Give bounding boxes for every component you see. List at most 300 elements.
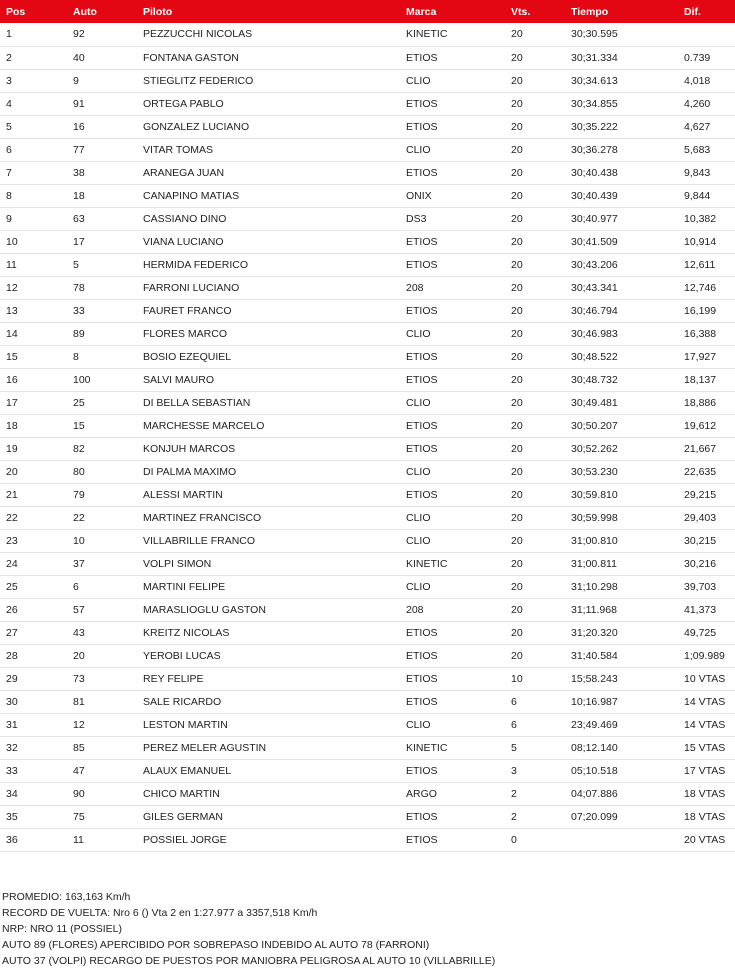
table-row [0,713,735,736]
cell-marca: CLIO [406,713,511,736]
cell-dif: 15 VTAS [684,736,735,759]
cell-pos: 25 [0,575,73,598]
cell-dif: 4,018 [684,69,735,92]
cell-vts: 10 [511,667,571,690]
cell-piloto: FLORES MARCO [143,322,406,345]
table-row [0,46,735,69]
cell-marca: ETIOS [406,299,511,322]
cell-vts: 0 [511,828,571,851]
cell-marca: ONIX [406,184,511,207]
cell-vts: 6 [511,713,571,736]
table-row [0,575,735,598]
cell-piloto: REY FELIPE [143,667,406,690]
col-header-pos: Pos [6,5,26,18]
cell-pos: 33 [0,759,73,782]
cell-pos: 3 [0,69,73,92]
cell-vts: 20 [511,322,571,345]
cell-vts: 20 [511,437,571,460]
cell-marca: CLIO [406,529,511,552]
cell-auto: 6 [73,575,143,598]
cell-auto: 80 [73,460,143,483]
cell-piloto: DI PALMA MAXIMO [143,460,406,483]
table-row [0,437,735,460]
cell-auto: 81 [73,690,143,713]
cell-piloto: DI BELLA SEBASTIAN [143,391,406,414]
cell-piloto: VILLABRILLE FRANCO [143,529,406,552]
cell-dif: 9,843 [684,161,735,184]
cell-pos: 7 [0,161,73,184]
cell-vts: 20 [511,345,571,368]
cell-tiempo: 31;40.584 [571,644,684,667]
cell-pos: 14 [0,322,73,345]
cell-marca: ETIOS [406,253,511,276]
cell-tiempo: 30;43.206 [571,253,684,276]
cell-marca: ETIOS [406,690,511,713]
cell-tiempo: 30;59.810 [571,483,684,506]
cell-auto: 33 [73,299,143,322]
cell-marca: ETIOS [406,644,511,667]
cell-pos: 18 [0,414,73,437]
cell-vts: 20 [511,138,571,161]
table-row [0,230,735,253]
cell-auto: 91 [73,92,143,115]
cell-dif: 29,215 [684,483,735,506]
cell-tiempo: 30;34.855 [571,92,684,115]
cell-piloto: MARTINI FELIPE [143,575,406,598]
table-row [0,184,735,207]
cell-vts: 20 [511,414,571,437]
cell-tiempo: 31;11.968 [571,598,684,621]
cell-pos: 10 [0,230,73,253]
cell-vts: 20 [511,621,571,644]
cell-dif: 10,382 [684,207,735,230]
cell-tiempo: 10;16.987 [571,690,684,713]
cell-pos: 30 [0,690,73,713]
cell-dif: 5,683 [684,138,735,161]
cell-dif: 0.739 [684,46,735,69]
cell-marca: ETIOS [406,46,511,69]
cell-vts: 3 [511,759,571,782]
cell-piloto: BOSIO EZEQUIEL [143,345,406,368]
cell-piloto: VITAR TOMAS [143,138,406,161]
cell-vts: 20 [511,598,571,621]
cell-tiempo: 30;31.334 [571,46,684,69]
cell-vts: 5 [511,736,571,759]
cell-auto: 38 [73,161,143,184]
cell-tiempo: 30;49.481 [571,391,684,414]
cell-marca: CLIO [406,575,511,598]
col-header-tiempo: Tiempo [571,5,609,18]
col-header-piloto: Piloto [143,5,173,18]
cell-vts: 20 [511,552,571,575]
cell-dif: 19,612 [684,414,735,437]
cell-marca: 208 [406,598,511,621]
cell-pos: 19 [0,437,73,460]
cell-dif: 16,388 [684,322,735,345]
cell-piloto: CANAPINO MATIAS [143,184,406,207]
cell-auto: 47 [73,759,143,782]
cell-pos: 26 [0,598,73,621]
cell-auto: 77 [73,138,143,161]
table-row [0,736,735,759]
cell-piloto: KONJUH MARCOS [143,437,406,460]
cell-piloto: POSSIEL JORGE [143,828,406,851]
cell-vts: 20 [511,483,571,506]
cell-marca: KINETIC [406,736,511,759]
cell-piloto: FAURET FRANCO [143,299,406,322]
cell-tiempo: 30;40.438 [571,161,684,184]
cell-vts: 20 [511,184,571,207]
cell-tiempo: 30;48.522 [571,345,684,368]
cell-pos: 24 [0,552,73,575]
table-row [0,529,735,552]
cell-marca: CLIO [406,460,511,483]
cell-pos: 20 [0,460,73,483]
note-line: AUTO 37 (VOLPI) RECARGO DE PUESTOS POR MANIOBRA PELIGROSA AL AUTO 10 (VILLABRILLE) [2,955,496,967]
cell-dif: 17 VTAS [684,759,735,782]
cell-marca: ETIOS [406,115,511,138]
cell-pos: 2 [0,46,73,69]
cell-vts: 20 [511,92,571,115]
cell-piloto: HERMIDA FEDERICO [143,253,406,276]
cell-auto: 12 [73,713,143,736]
cell-pos: 13 [0,299,73,322]
cell-auto: 89 [73,322,143,345]
cell-pos: 29 [0,667,73,690]
cell-auto: 73 [73,667,143,690]
table-row [0,161,735,184]
cell-pos: 23 [0,529,73,552]
cell-dif: 30,215 [684,529,735,552]
cell-dif: 14 VTAS [684,690,735,713]
cell-marca: ETIOS [406,805,511,828]
cell-auto: 40 [73,46,143,69]
cell-dif: 12,746 [684,276,735,299]
table-row [0,92,735,115]
cell-marca: ETIOS [406,667,511,690]
cell-pos: 21 [0,483,73,506]
cell-auto: 57 [73,598,143,621]
cell-piloto: CASSIANO DINO [143,207,406,230]
cell-piloto: LESTON MARTIN [143,713,406,736]
cell-auto: 16 [73,115,143,138]
cell-vts: 20 [511,299,571,322]
cell-auto: 82 [73,437,143,460]
cell-marca: CLIO [406,391,511,414]
cell-pos: 16 [0,368,73,391]
cell-piloto: SALE RICARDO [143,690,406,713]
cell-marca: CLIO [406,322,511,345]
cell-tiempo: 31;10.298 [571,575,684,598]
cell-vts: 20 [511,23,571,46]
note-line: NRP: NRO 11 (POSSIEL) [2,923,123,935]
table-row [0,805,735,828]
cell-tiempo: 30;30.595 [571,23,684,46]
race-notes [2,889,495,969]
cell-piloto: SALVI MAURO [143,368,406,391]
cell-auto: 92 [73,23,143,46]
cell-auto: 18 [73,184,143,207]
col-header-marca: Marca [406,5,437,18]
cell-vts: 20 [511,575,571,598]
cell-dif: 10,914 [684,230,735,253]
cell-dif: 9,844 [684,184,735,207]
cell-piloto: CHICO MARTIN [143,782,406,805]
cell-piloto: FARRONI LUCIANO [143,276,406,299]
col-header-dif: Dif. [684,5,701,18]
cell-pos: 28 [0,644,73,667]
table-row [0,207,735,230]
cell-piloto: PEREZ MELER AGUSTIN [143,736,406,759]
cell-tiempo: 30;46.794 [571,299,684,322]
results-table-header [0,0,735,23]
table-row [0,667,735,690]
cell-vts: 20 [511,368,571,391]
cell-marca: ETIOS [406,759,511,782]
cell-piloto: YEROBI LUCAS [143,644,406,667]
table-row [0,414,735,437]
cell-marca: KINETIC [406,552,511,575]
cell-pos: 34 [0,782,73,805]
cell-tiempo: 30;43.341 [571,276,684,299]
cell-tiempo: 31;00.810 [571,529,684,552]
cell-dif: 18 VTAS [684,782,735,805]
cell-tiempo: 30;59.998 [571,506,684,529]
cell-piloto: MARCHESSE MARCELO [143,414,406,437]
cell-piloto: STIEGLITZ FEDERICO [143,69,406,92]
table-row [0,644,735,667]
cell-auto: 15 [73,414,143,437]
cell-tiempo: 30;40.977 [571,207,684,230]
cell-auto: 25 [73,391,143,414]
cell-auto: 78 [73,276,143,299]
cell-vts: 20 [511,230,571,253]
cell-vts: 20 [511,69,571,92]
cell-dif: 30,216 [684,552,735,575]
cell-dif: 17,927 [684,345,735,368]
table-row [0,368,735,391]
cell-marca: ARGO [406,782,511,805]
table-row [0,460,735,483]
cell-dif: 14 VTAS [684,713,735,736]
cell-piloto: GILES GERMAN [143,805,406,828]
cell-dif: 18 VTAS [684,805,735,828]
note-line: AUTO 89 (FLORES) APERCIBIDO POR SOBREPASO INDEBIDO AL AUTO 78 (FARRONI) [2,939,430,951]
cell-auto: 5 [73,253,143,276]
col-header-auto: Auto [73,5,97,18]
cell-dif: 12,611 [684,253,735,276]
cell-auto: 20 [73,644,143,667]
cell-piloto: VIANA LUCIANO [143,230,406,253]
cell-vts: 2 [511,782,571,805]
table-row [0,391,735,414]
cell-auto: 22 [73,506,143,529]
table-row [0,483,735,506]
cell-auto: 85 [73,736,143,759]
cell-marca: ETIOS [406,230,511,253]
results-table-body [0,23,735,851]
cell-dif [684,23,735,46]
cell-dif: 20 VTAS [684,828,735,851]
cell-marca: ETIOS [406,621,511,644]
cell-vts: 20 [511,276,571,299]
table-row [0,690,735,713]
cell-tiempo: 07;20.099 [571,805,684,828]
note-line: RECORD DE VUELTA: Nro 6 () Vta 2 en 1:27.977 a 3357,518 Km/h [2,907,318,919]
cell-tiempo: 30;34.613 [571,69,684,92]
cell-auto: 8 [73,345,143,368]
cell-auto: 100 [73,368,143,391]
cell-tiempo: 30;41.509 [571,230,684,253]
cell-vts: 20 [511,253,571,276]
cell-tiempo: 30;36.278 [571,138,684,161]
cell-dif: 1;09.989 [684,644,735,667]
cell-dif: 29,403 [684,506,735,529]
cell-piloto: KREITZ NICOLAS [143,621,406,644]
table-row [0,299,735,322]
cell-auto: 17 [73,230,143,253]
cell-marca: ETIOS [406,414,511,437]
cell-vts: 20 [511,115,571,138]
cell-dif: 18,886 [684,391,735,414]
table-row [0,598,735,621]
table-row [0,322,735,345]
table-row [0,621,735,644]
cell-auto: 9 [73,69,143,92]
cell-tiempo: 30;40.439 [571,184,684,207]
cell-dif: 41,373 [684,598,735,621]
cell-piloto: ALESSI MARTIN [143,483,406,506]
header-row [0,0,735,23]
cell-auto: 11 [73,828,143,851]
cell-vts: 20 [511,161,571,184]
cell-dif: 21,667 [684,437,735,460]
cell-marca: ETIOS [406,345,511,368]
table-row [0,115,735,138]
cell-vts: 2 [511,805,571,828]
cell-pos: 1 [0,23,73,46]
cell-marca: KINETIC [406,23,511,46]
table-row [0,759,735,782]
cell-vts: 20 [511,207,571,230]
note-line: PROMEDIO: 163,163 Km/h [2,891,131,903]
cell-dif: 49,725 [684,621,735,644]
cell-auto: 37 [73,552,143,575]
cell-piloto: ORTEGA PABLO [143,92,406,115]
cell-marca: CLIO [406,69,511,92]
cell-auto: 63 [73,207,143,230]
table-row [0,69,735,92]
cell-pos: 27 [0,621,73,644]
cell-dif: 16,199 [684,299,735,322]
cell-tiempo: 30;53.230 [571,460,684,483]
cell-tiempo: 04;07.886 [571,782,684,805]
table-row [0,138,735,161]
cell-tiempo: 30;46.983 [571,322,684,345]
table-row [0,782,735,805]
cell-vts: 20 [511,529,571,552]
cell-vts: 20 [511,460,571,483]
cell-pos: 22 [0,506,73,529]
cell-vts: 20 [511,506,571,529]
cell-tiempo [571,828,684,851]
cell-auto: 75 [73,805,143,828]
cell-pos: 15 [0,345,73,368]
cell-dif: 10 VTAS [684,667,735,690]
cell-marca: DS3 [406,207,511,230]
cell-marca: CLIO [406,138,511,161]
table-row [0,23,735,46]
cell-tiempo: 08;12.140 [571,736,684,759]
cell-piloto: MARTINEZ FRANCISCO [143,506,406,529]
cell-tiempo: 23;49.469 [571,713,684,736]
cell-auto: 43 [73,621,143,644]
cell-marca: ETIOS [406,92,511,115]
cell-vts: 20 [511,46,571,69]
cell-tiempo: 31;20.320 [571,621,684,644]
cell-tiempo: 15;58.243 [571,667,684,690]
cell-dif: 4,260 [684,92,735,115]
cell-pos: 9 [0,207,73,230]
cell-tiempo: 31;00.811 [571,552,684,575]
cell-tiempo: 05;10.518 [571,759,684,782]
cell-marca: ETIOS [406,161,511,184]
cell-marca: ETIOS [406,437,511,460]
cell-dif: 39,703 [684,575,735,598]
table-row [0,253,735,276]
cell-vts: 6 [511,690,571,713]
cell-vts: 20 [511,391,571,414]
cell-pos: 35 [0,805,73,828]
cell-auto: 90 [73,782,143,805]
cell-pos: 32 [0,736,73,759]
cell-tiempo: 30;50.207 [571,414,684,437]
cell-pos: 17 [0,391,73,414]
cell-piloto: ARANEGA JUAN [143,161,406,184]
cell-dif: 18,137 [684,368,735,391]
table-row [0,506,735,529]
cell-auto: 10 [73,529,143,552]
cell-marca: CLIO [406,506,511,529]
table-row [0,276,735,299]
cell-pos: 4 [0,92,73,115]
cell-piloto: MARASLIOGLU GASTON [143,598,406,621]
cell-pos: 8 [0,184,73,207]
cell-pos: 12 [0,276,73,299]
cell-tiempo: 30;35.222 [571,115,684,138]
cell-marca: ETIOS [406,828,511,851]
cell-piloto: PEZZUCCHI NICOLAS [143,23,406,46]
col-header-vts: Vts. [511,5,531,18]
cell-pos: 36 [0,828,73,851]
cell-vts: 20 [511,644,571,667]
cell-pos: 31 [0,713,73,736]
cell-pos: 5 [0,115,73,138]
cell-tiempo: 30;52.262 [571,437,684,460]
cell-tiempo: 30;48.732 [571,368,684,391]
cell-marca: ETIOS [406,368,511,391]
cell-piloto: FONTANA GASTON [143,46,406,69]
table-row [0,828,735,851]
cell-dif: 22,635 [684,460,735,483]
cell-piloto: ALAUX EMANUEL [143,759,406,782]
cell-marca: 208 [406,276,511,299]
cell-marca: ETIOS [406,483,511,506]
cell-piloto: VOLPI SIMON [143,552,406,575]
table-row [0,552,735,575]
cell-piloto: GONZALEZ LUCIANO [143,115,406,138]
cell-pos: 11 [0,253,73,276]
